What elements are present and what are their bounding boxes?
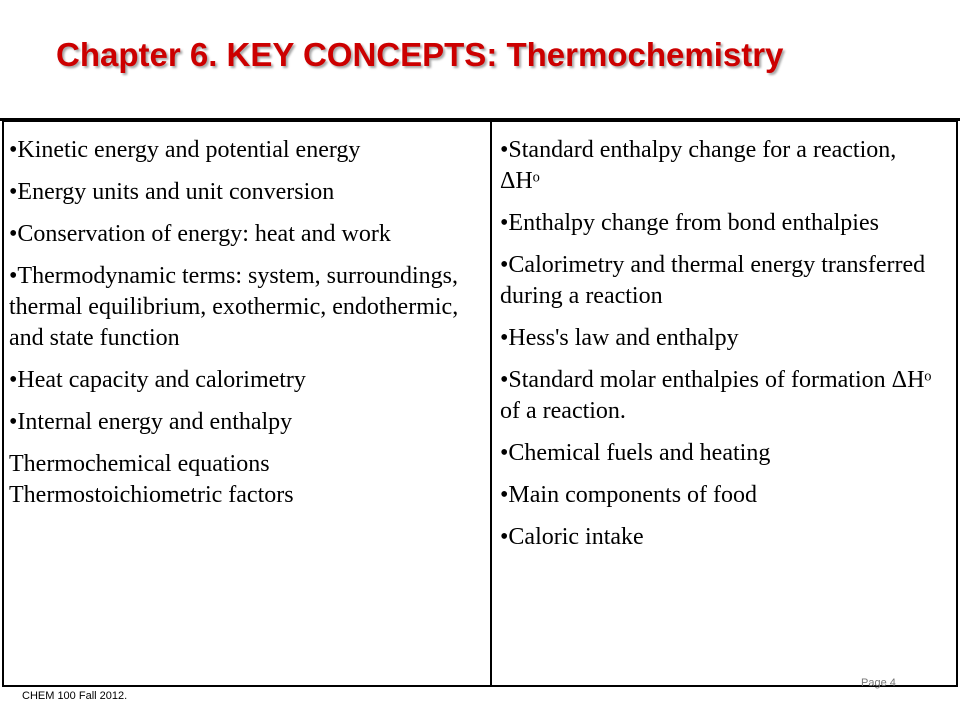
concept-item: •Thermodynamic terms: system, surroundings, thermal equilibrium, exothermic, endothermic, and state function: [9, 263, 459, 351]
column-divider: [490, 120, 492, 687]
concept-item: •Standard molar enthalpies of formation ΔHᵒ of a reaction.: [500, 367, 932, 424]
concept-item: •Chemical fuels and heating: [500, 440, 771, 466]
concept-item: •Conservation of energy: heat and work: [9, 221, 391, 247]
right-column: [500, 135, 940, 564]
concept-item: •Caloric intake: [500, 524, 644, 550]
course-footer: CHEM 100 Fall 2012.: [22, 690, 128, 702]
concept-item: •Hess's law and enthalpy: [500, 325, 739, 351]
concept-item: •Standard enthalpy change for a reaction, ΔHᵒ: [500, 137, 897, 194]
concept-item: •Internal energy and enthalpy: [9, 409, 293, 435]
concept-item: Thermochemical equations Thermostoichiometric factors: [9, 451, 294, 508]
concept-item: •Energy units and unit conversion: [9, 179, 335, 205]
concept-item: •Calorimetry and thermal energy transferred during a reaction: [500, 252, 926, 309]
concept-item: •Main components of food: [500, 482, 758, 508]
left-column: [9, 135, 479, 522]
page-title: Chapter 6. KEY CONCEPTS: Thermochemistry: [56, 36, 784, 73]
concept-item: •Heat capacity and calorimetry: [9, 367, 306, 393]
concept-item: •Enthalpy change from bond enthalpies: [500, 210, 879, 236]
page-number: Page 4: [861, 677, 896, 689]
concept-item: •Kinetic energy and potential energy: [9, 137, 361, 163]
